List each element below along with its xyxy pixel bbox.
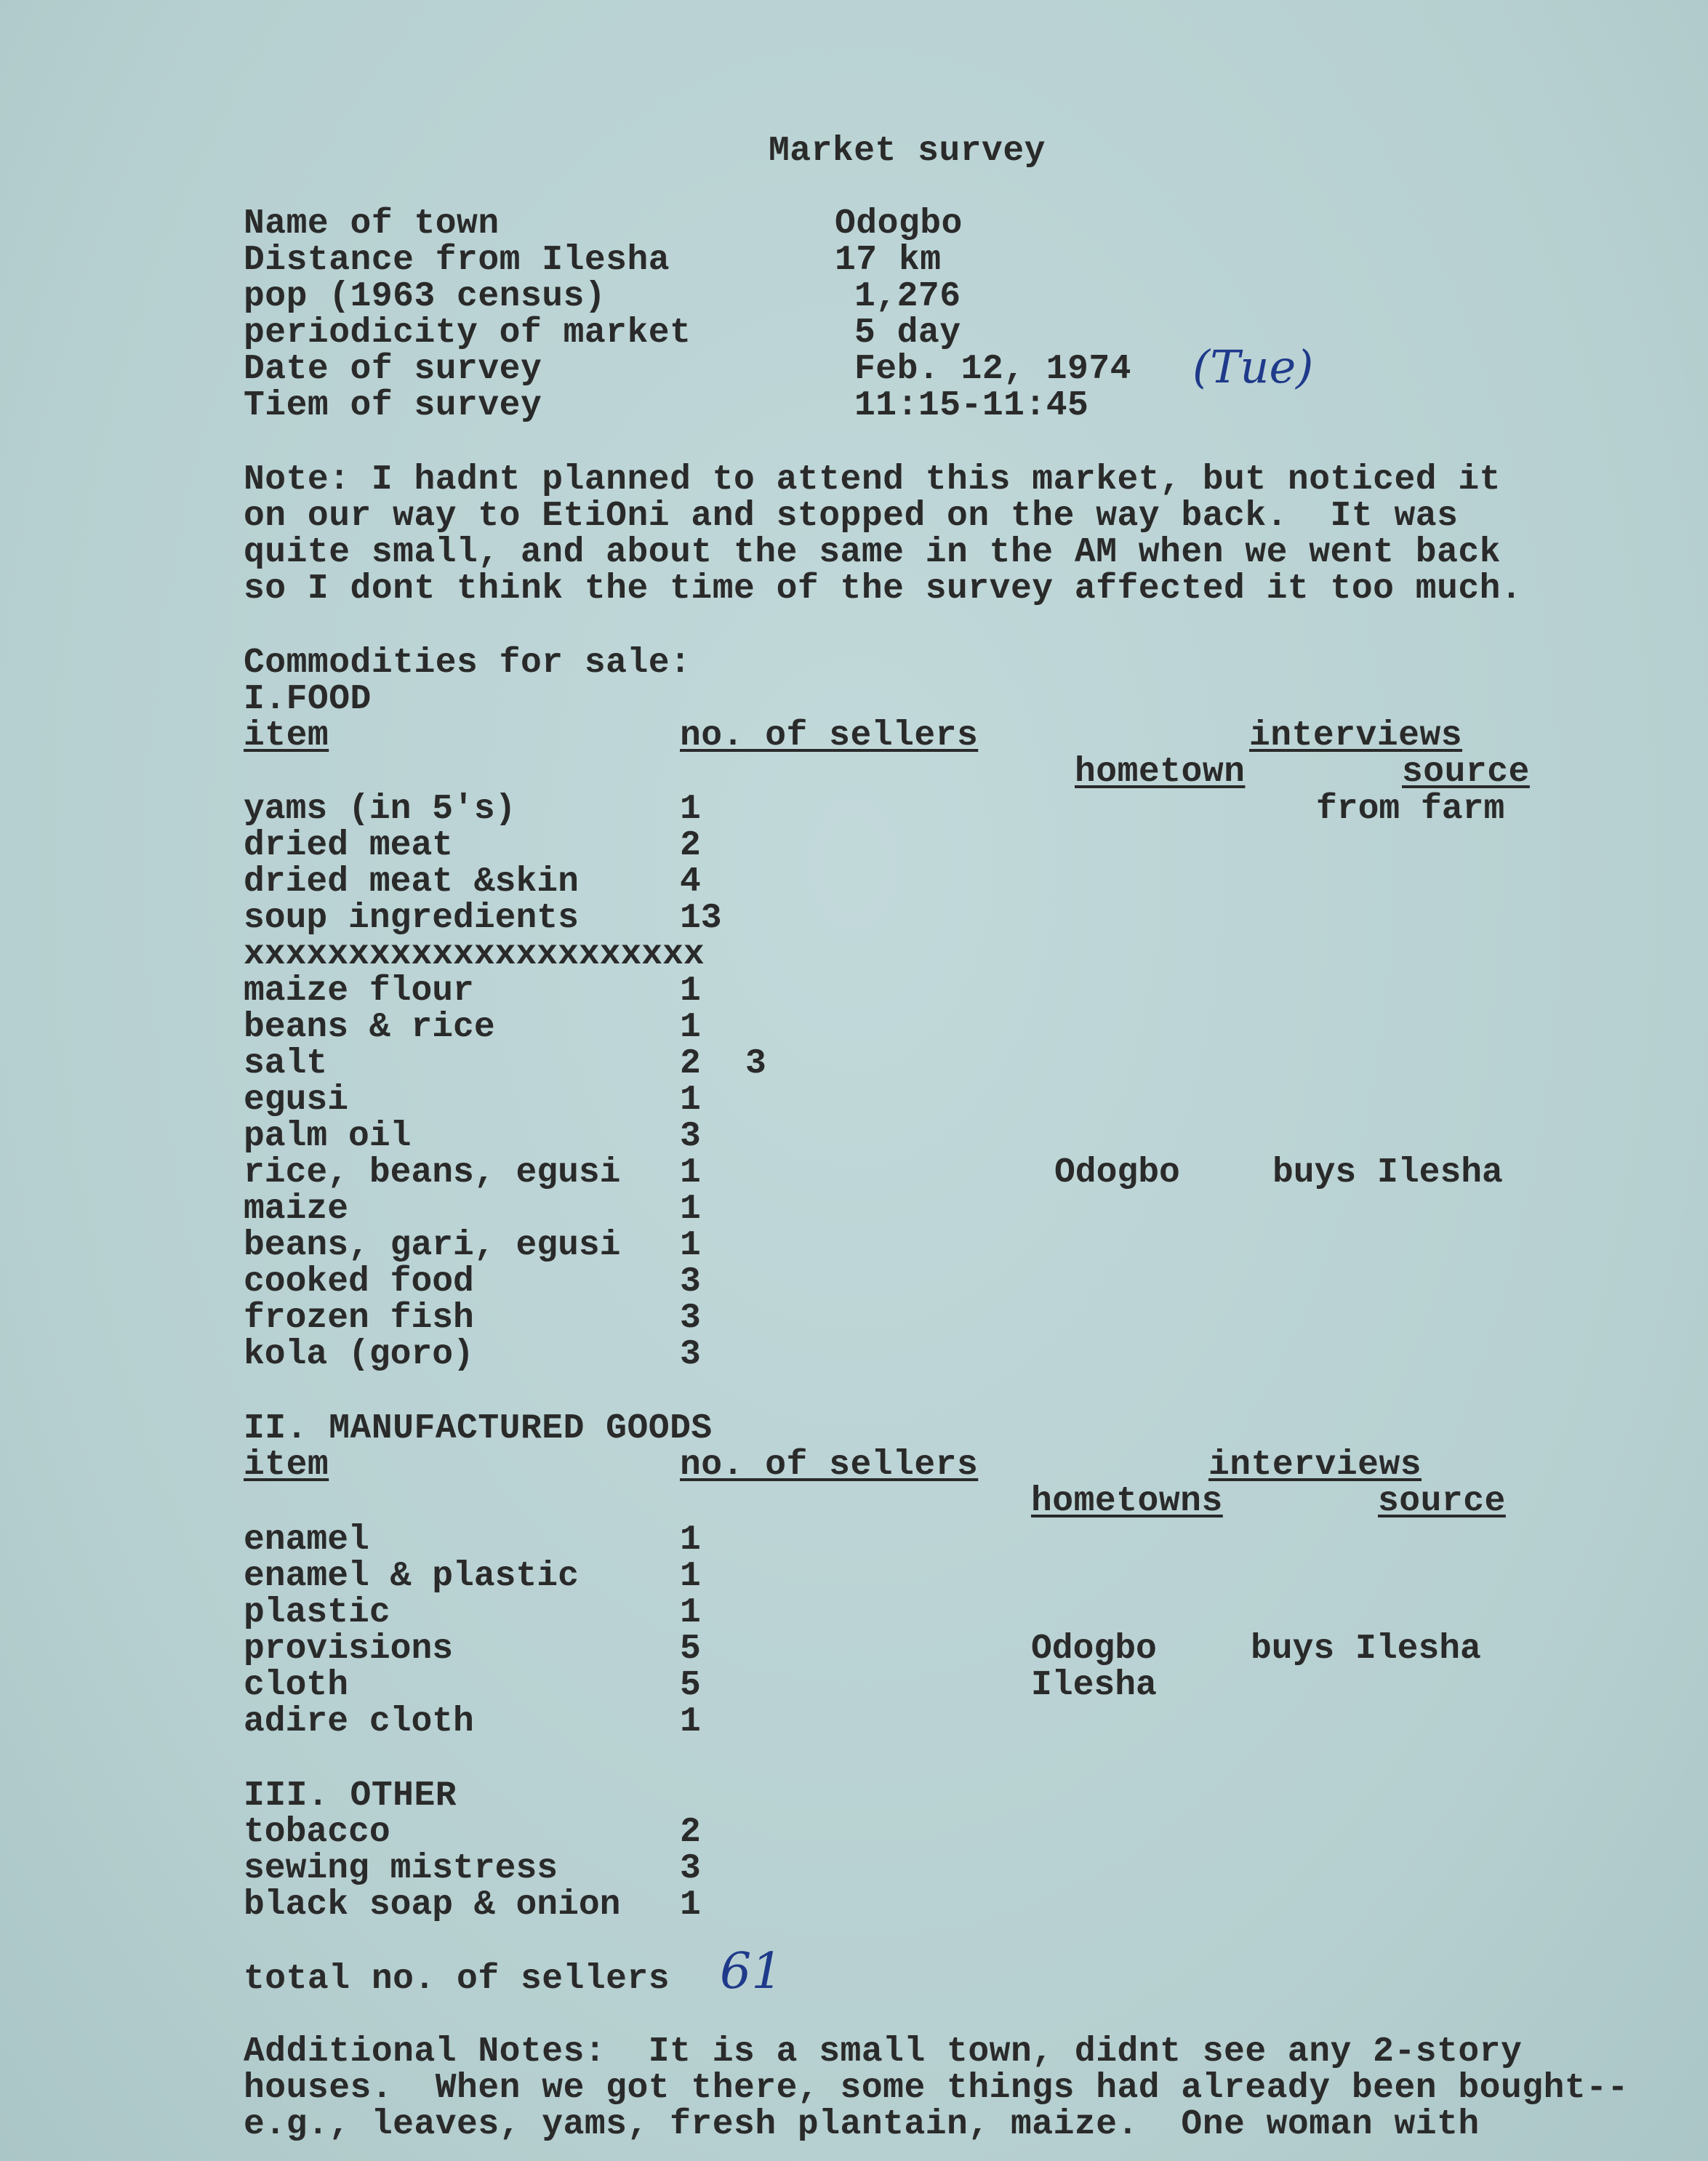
table-row <box>0 1558 1708 1595</box>
table-row <box>0 827 1708 864</box>
col-hometown-header: hometowns <box>1031 1482 1223 1521</box>
item-name: dried meat <box>244 826 454 865</box>
table-row <box>0 1118 1708 1155</box>
header-value: Odogbo <box>835 204 963 244</box>
seller-count: 1 <box>680 1080 701 1120</box>
table-row <box>0 1595 1708 1631</box>
item-name: soup ingredients <box>244 899 579 938</box>
seller-count: 2 <box>680 826 701 865</box>
col-hometown-header: hometown <box>1075 753 1246 792</box>
item-name: enamel <box>244 1520 369 1560</box>
item-name: maize <box>244 1190 349 1229</box>
total-value: 61 <box>720 1943 783 2000</box>
col-sellers-header: no. of sellers <box>680 716 979 755</box>
col-source-header: source <box>1402 753 1530 792</box>
note-line: quite small, and about the same in the AM when we went back <box>244 533 1501 572</box>
header-value: 11:15-11:45 <box>854 386 1089 425</box>
header-value: Feb. 12, 1974 <box>854 350 1131 389</box>
item-name: rice, beans, egusi <box>244 1153 621 1192</box>
item-name: egusi <box>244 1080 349 1120</box>
seller-count: 1 <box>680 1557 701 1596</box>
table-row <box>0 1704 1708 1740</box>
seller-count: 1 <box>680 1190 701 1229</box>
item-name: plastic <box>244 1593 390 1632</box>
source: from farm <box>1316 790 1505 829</box>
hometown: Odogbo <box>1054 1153 1180 1192</box>
table-row <box>0 1009 1708 1046</box>
header-label: Name of town <box>244 204 500 244</box>
item-name: adire cloth <box>244 1702 474 1741</box>
col-item-header: item <box>244 1446 329 1485</box>
table-row <box>0 1082 1708 1118</box>
item-name: enamel & plastic <box>244 1557 579 1596</box>
seller-count: 1 <box>680 1008 701 1047</box>
source: buys Ilesha <box>1251 1629 1481 1669</box>
date-annotation: (Tue) <box>1192 340 1314 393</box>
seller-count: 2 <box>680 1813 701 1852</box>
item-name: maize flour <box>244 971 474 1011</box>
table-row <box>0 1155 1708 1191</box>
food-heading: I.FOOD <box>244 680 372 719</box>
commodities-heading: Commodities for sale: <box>244 644 691 683</box>
table-row <box>0 1336 1708 1373</box>
seller-count: 1 <box>680 1885 701 1925</box>
table-row <box>0 900 1708 937</box>
seller-count: 5 <box>680 1666 701 1705</box>
table-row <box>0 1522 1708 1558</box>
seller-count: 1 <box>680 790 701 829</box>
table-row <box>0 1887 1708 1923</box>
hometown: Ilesha <box>1031 1666 1157 1705</box>
col-sellers-header: no. of sellers <box>680 1446 979 1485</box>
item-name: provisions <box>244 1629 454 1669</box>
page-title: Market survey <box>769 132 1046 171</box>
table-row <box>0 1631 1708 1667</box>
item-name: dried meat &skin <box>244 862 579 902</box>
table-row <box>0 1046 1708 1082</box>
manufactured-heading: II. MANUFACTURED GOODS <box>244 1409 713 1448</box>
item-name: cooked food <box>244 1262 474 1302</box>
note-line: e.g., leaves, yams, fresh plantain, maize. One woman with <box>244 2105 1480 2144</box>
item-name: sewing mistress <box>244 1849 558 1888</box>
seller-count: 1 <box>680 1702 701 1741</box>
item-name: tobacco <box>244 1813 390 1852</box>
seller-count: 3 <box>680 1262 701 1302</box>
table-row <box>0 1264 1708 1300</box>
item-name: salt <box>244 1044 328 1083</box>
table-row <box>0 1227 1708 1264</box>
header-label: Tiem of survey <box>244 386 542 425</box>
item-name: frozen fish <box>244 1299 474 1338</box>
header-label: Distance from Ilesha <box>244 241 670 280</box>
seller-count: 1 <box>680 1593 701 1632</box>
header-value: 5 day <box>854 313 961 353</box>
item-name: beans & rice <box>244 1008 495 1047</box>
seller-count: 5 <box>680 1629 701 1669</box>
table-row <box>0 1851 1708 1887</box>
table-row <box>0 973 1708 1009</box>
header-label: pop (1963 census) <box>244 277 606 316</box>
seller-count: 1 <box>680 1226 701 1265</box>
item-name: yams (in 5's) <box>244 790 516 829</box>
note-line: Additional Notes: It is a small town, didnt see any 2-story <box>244 2032 1523 2072</box>
seller-count: 1 <box>680 971 701 1011</box>
total-label: total no. of sellers <box>244 1960 670 1999</box>
note-line: on our way to EtiOni and stopped on the way back. It was <box>244 497 1459 536</box>
table-row <box>0 1300 1708 1336</box>
col-item-header: item <box>244 716 329 755</box>
seller-count: 3 <box>680 1117 701 1156</box>
item-name: kola (goro) <box>244 1335 474 1374</box>
seller-count: 13 <box>680 899 722 938</box>
header-label: Date of survey <box>244 350 542 389</box>
struck-out-line: xxxxxxxxxxxxxxxxxxxxxx <box>244 935 705 974</box>
header-label: periodicity of market <box>244 313 691 353</box>
seller-count: 3 <box>680 1299 701 1338</box>
table-row <box>0 1667 1708 1704</box>
header-value: 1,276 <box>854 277 961 316</box>
note-line: houses. When we got there, some things had already been bought-- <box>244 2069 1629 2108</box>
hometown: Odogbo <box>1031 1629 1157 1669</box>
item-name: palm oil <box>244 1117 412 1156</box>
table-row-struck <box>0 937 1708 973</box>
note-line: Note: I hadnt planned to attend this market, but noticed it <box>244 460 1501 500</box>
seller-count: 1 <box>680 1520 701 1560</box>
item-name: black soap & onion <box>244 1885 621 1925</box>
col-interviews-header: interviews <box>1208 1446 1422 1485</box>
seller-count: 1 <box>680 1153 701 1192</box>
table-row <box>0 1191 1708 1227</box>
seller-count: 4 <box>680 862 701 902</box>
other-heading: III. OTHER <box>244 1776 457 1816</box>
col-source-header: source <box>1378 1482 1506 1521</box>
source: buys Ilesha <box>1272 1153 1503 1192</box>
note-line: so I dont think the time of the survey affected it too much. <box>244 569 1523 609</box>
seller-count-corrected: 3 <box>745 1044 766 1083</box>
item-name: cloth <box>244 1666 349 1705</box>
seller-count: 2 <box>680 1044 701 1083</box>
col-interviews-header: interviews <box>1249 716 1463 755</box>
seller-count: 3 <box>680 1335 701 1374</box>
table-row <box>0 864 1708 900</box>
seller-count: 3 <box>680 1849 701 1888</box>
table-row <box>0 791 1708 827</box>
item-name: beans, gari, egusi <box>244 1226 621 1265</box>
table-row <box>0 1814 1708 1851</box>
header-value: 17 km <box>835 241 942 280</box>
